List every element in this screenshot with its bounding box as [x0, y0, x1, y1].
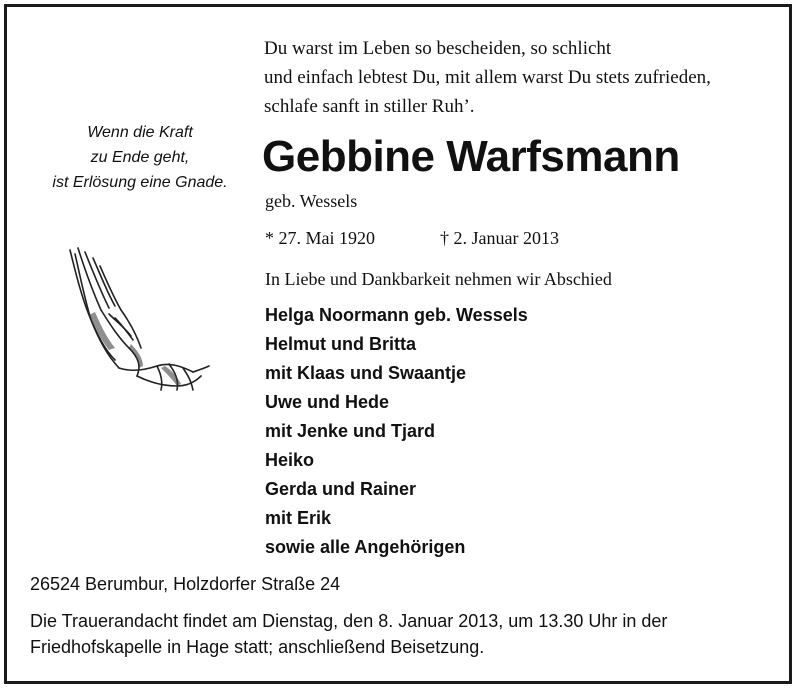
death-date: † 2. Januar 2013 [440, 228, 559, 248]
motto-line: zu Ende geht, [90, 149, 190, 166]
farewell-intro: In Liebe und Dankbarkeit nehmen wir Abschied [265, 269, 612, 289]
praying-hands-icon [45, 240, 215, 410]
family-member: Gerda und Rainer [265, 479, 417, 499]
deceased-name: Gebbine Warfsmann [262, 132, 680, 181]
service-info [30, 608, 750, 660]
verse-line: und einfach lebtest Du, mit allem warst Du stets zufrieden, [264, 67, 711, 88]
family-member: sowie alle Angehörigen [265, 537, 466, 557]
service-line: Die Trauerandacht findet am Dienstag, den 8. Januar 2013, um 13.30 Uhr in der [30, 611, 668, 631]
address: 26524 Berumbur, Holzdorfer Straße 24 [30, 574, 341, 594]
maiden-name: geb. Wessels [265, 191, 358, 211]
verse [264, 34, 784, 121]
family-member: Uwe und Hede [265, 392, 390, 412]
verse-line: Du warst im Leben so bescheiden, so schlicht [264, 38, 612, 59]
motto-line: ist Erlösung eine Gnade. [52, 174, 228, 191]
verse-line: schlafe sanft in stiller Ruh’. [264, 96, 475, 117]
family-member: mit Jenke und Tjard [265, 421, 436, 441]
service-line: Friedhofskapelle in Hage statt; anschließend Beisetzung. [30, 637, 485, 657]
family-member: Helmut und Britta [265, 334, 416, 354]
family-member: mit Erik [265, 508, 332, 528]
family-member: Heiko [265, 450, 315, 470]
family-list [265, 301, 528, 562]
motto [40, 120, 240, 195]
family-member: mit Klaas und Swaantje [265, 363, 467, 383]
family-member: Helga Noormann geb. Wessels [265, 305, 528, 325]
motto-line: Wenn die Kraft [87, 124, 193, 141]
birth-date: * 27. Mai 1920 [265, 228, 375, 248]
